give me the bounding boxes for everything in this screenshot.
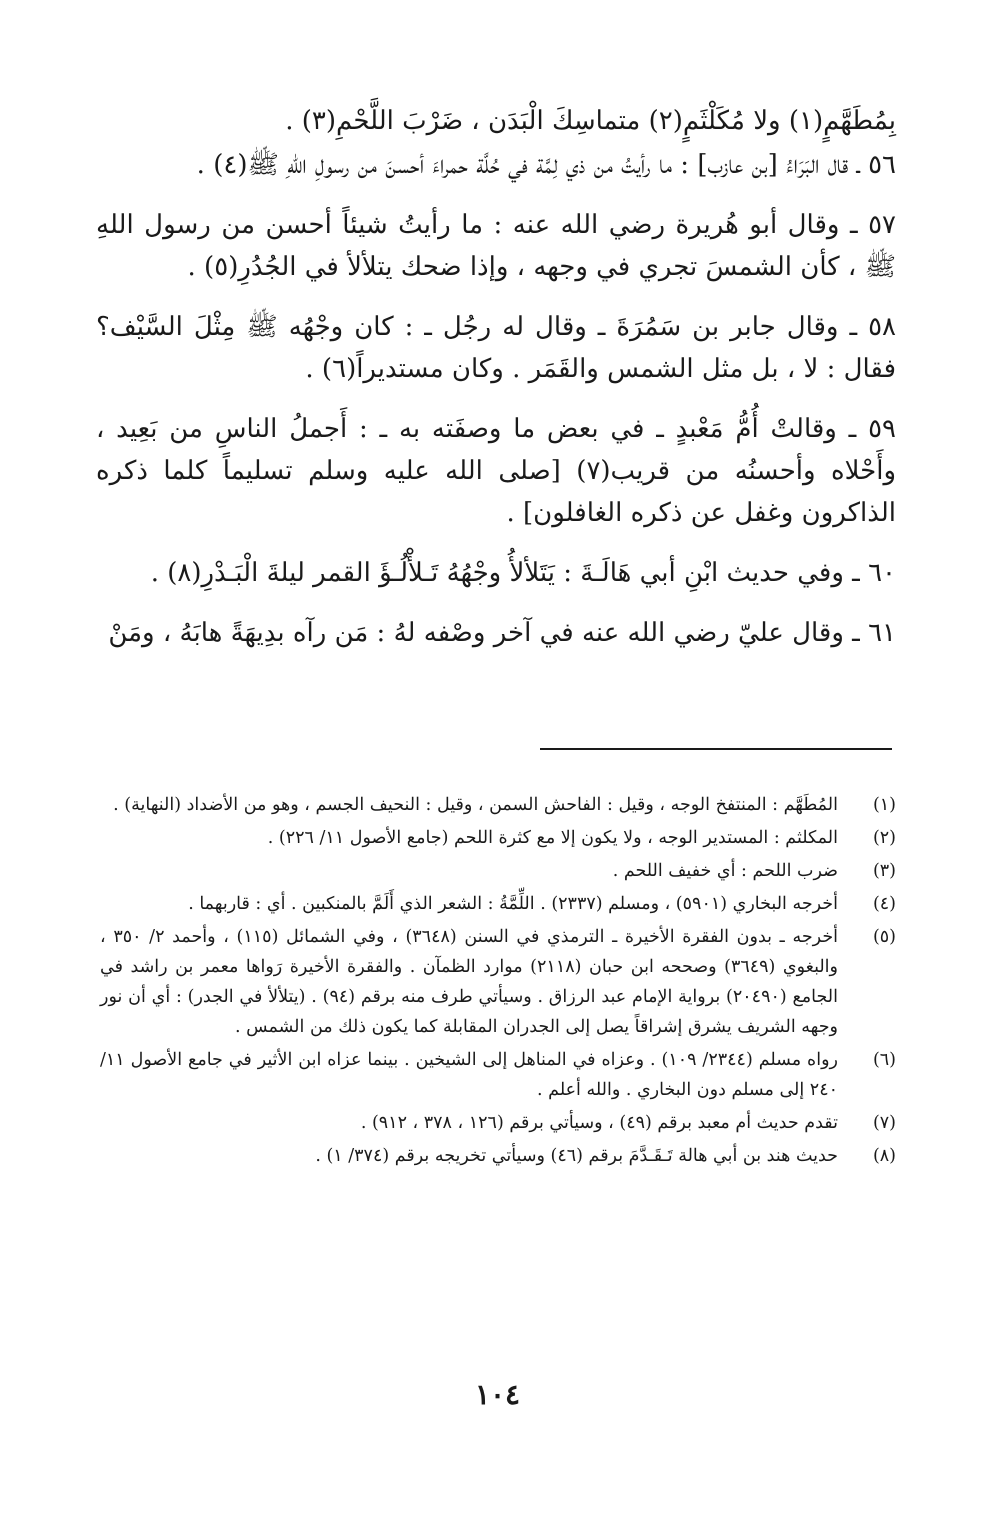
paragraph-60: ٦٠ ـ وفي حديث ابْنِ أبي هَالَـةَ : يَتَلألأُ وجْهُهُ تَـلأْلُـؤَ القمر ليلةَ الْبَـدْرِ(٨) . xyxy=(150,558,896,588)
footnote-3 xyxy=(100,856,896,886)
page-number: ١٠٤ xyxy=(474,1378,521,1411)
footnote-number: (٣) xyxy=(872,861,896,881)
footnote-2 xyxy=(100,823,896,853)
footnote-1 xyxy=(100,790,896,820)
footnote-number: (٨) xyxy=(872,1146,896,1166)
paragraph-59: ٥٩ ـ وقالتْ أُمُّ مَعْبدٍ ـ في بعض ما وصفَته به ـ : أَجملُ الناسِ من بَعِيد ، وأَحْلاه وأحسنُه من قريب(٧) [صلى الله عليه وسلم تسليماً كلما ذكره الذاكرون وغفل عن ذكره الغافلون] . xyxy=(96,414,897,528)
footnote-6 xyxy=(100,1045,896,1105)
main-text xyxy=(96,100,896,672)
footnote-8 xyxy=(100,1141,896,1171)
paragraph-61: ٦١ ـ وقال عليّ رضي الله عنه في آخر وصْفه لهُ : مَن رآه بدِيهَةً هابَهُ ، ومَنْ xyxy=(108,618,896,648)
footnote-text: المُطَهَّم : المنتفخ الوجه ، وقيل : الفاحش السمن ، وقيل : النحيف الجسم ، وهو من الأضداد (النهاية) . xyxy=(113,795,838,815)
footnote-number: (٥) xyxy=(872,927,896,947)
footnote-number: (١) xyxy=(872,795,896,815)
footnote-text: المكلثم : المستدير الوجه ، ولا يكون إلا مع كثرة اللحم (جامع الأصول ١١/ ٢٢٦) . xyxy=(267,828,838,848)
footnote-text: أخرجه البخاري (٥٩٠١) ، ومسلم (٢٣٣٧) . اللِّمَّةُ : الشعر الذي أَلَمَّ بالمنكبين . أي : قاربهما . xyxy=(188,894,838,914)
paragraph-57: ٥٧ ـ وقال أبو هُريرة رضي الله عنه : ما رأيتُ شيئاً أحسن من رسول اللهِ ﷺ ، كأن الشمسَ تجري في وجهه ، وإذا ضحك يتلألأ في الجُدُرِ(٥) . xyxy=(96,210,896,282)
footnote-divider xyxy=(540,748,892,750)
paragraph-continuation: بِمُطَهَّمٍ(١) ولا مُكَلْثَمٍ(٢) متماسِكَ الْبَدَن ، ضَرْبَ اللَّحْمِ(٣) . xyxy=(285,106,896,136)
footnote-text: أخرجه ـ بدون الفقرة الأخيرة ـ الترمذي في السنن (٣٦٤٨) ، وفي الشمائل (١١٥) ، وأحمد ٢/ ٣٥٠ ، والبغوي (٣٦٤٩) وصححه ابن حبان (٢١١٨) موارد الظمآن . والفقرة الأخيرة رَواها معمر بن راشد في الجامع (٢٠٤٩٠) برواية الإمام عبد الرزاق . وسيأتي طرف منه برقم (٩٤) . (يتلألأ في الجدر) : أي أن نور وجهه الشريف يشرق إشراقاً يصل إلى الجدران المقابلة كما يكون ذلك من الشمس . xyxy=(100,927,838,1037)
footnote-number: (٦) xyxy=(872,1050,896,1070)
footnote-text: ضرب اللحم : أي خفيف اللحم . xyxy=(612,861,838,881)
footnote-4 xyxy=(100,889,896,919)
footnote-7 xyxy=(100,1108,896,1138)
footnotes xyxy=(100,790,896,1174)
paragraph-56: ٥٦ ـ قال البَرَاءُ [بن عازب] : ما رأيتُ من ذي لِمَّة في حُلَّة حمراءَ أحسنَ من رسولِ اللهِ ﷺ(٤) . xyxy=(196,150,896,180)
paragraph-58: ٥٨ ـ وقال جابر بن سَمُرَةَ ـ وقال له رجُل ـ : كان وجْهُه ﷺ مِثْلَ السَّيْف؟ فقال : لا ، بل مثل الشمس والقَمَر . وكان مستديراً(٦) . xyxy=(96,312,896,384)
footnote-number: (٧) xyxy=(872,1113,896,1133)
footnote-number: (٢) xyxy=(872,828,896,848)
footnote-number: (٤) xyxy=(872,894,896,914)
footnote-text: تقدم حديث أم معبد برقم (٤٩) ، وسيأتي برقم (١٢٦ ، ٣٧٨ ، ٩١٢) . xyxy=(360,1113,838,1133)
footnote-text: حديث هند بن أبي هالة تَـقَـدَّمَ برقم (٤٦) وسيأتي تخريجه برقم (٣٧٤/ ١) . xyxy=(315,1146,838,1166)
footnote-5 xyxy=(100,922,896,1042)
footnote-text: رواه مسلم (٢٣٤٤/ ١٠٩) . وعزاه في المناهل إلى الشيخين . بينما عزاه ابن الأثير في جامع الأصول ١١/ ٢٤٠ إلى مسلم دون البخاري . والله أعلم . xyxy=(100,1050,838,1100)
